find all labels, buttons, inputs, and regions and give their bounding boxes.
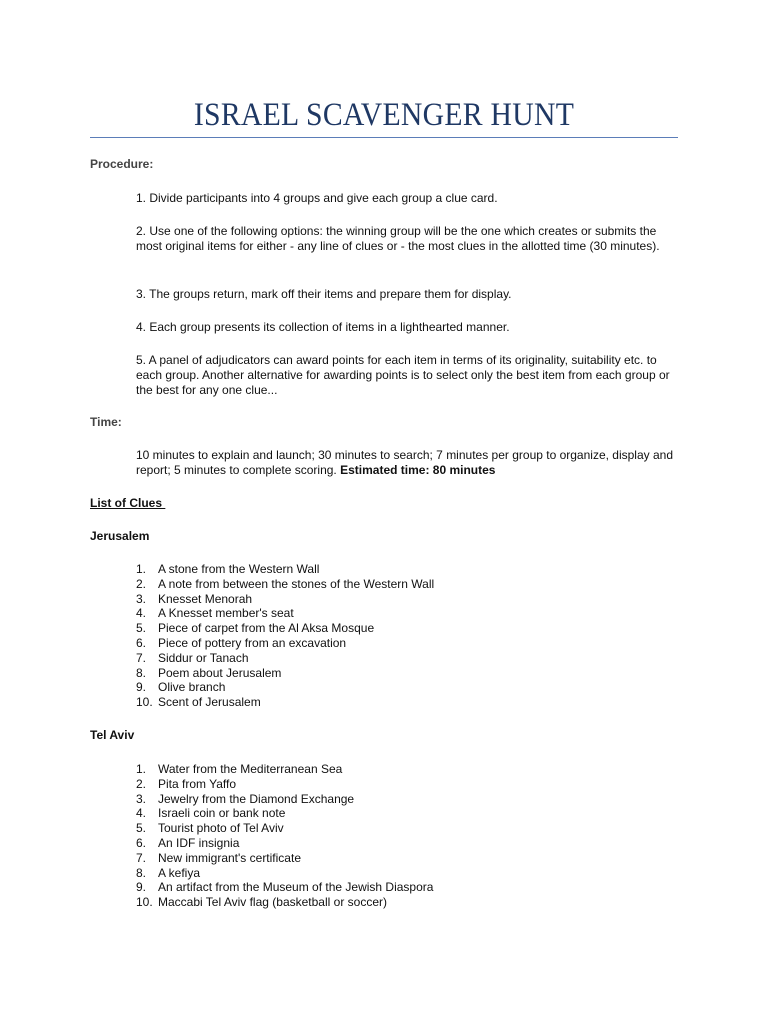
clue-number: 6.: [136, 635, 147, 650]
clue-text: An artifact from the Museum of the Jewish Diaspora: [158, 880, 434, 895]
clue-text: Israeli coin or bank note: [158, 806, 286, 821]
clue-text: Tourist photo of Tel Aviv: [158, 821, 284, 836]
clue-number: 2.: [136, 776, 147, 791]
clue-number: 8.: [136, 665, 147, 680]
clue-item: [136, 762, 433, 777]
clue-item: [136, 806, 433, 821]
procedure-heading: Procedure:: [90, 157, 154, 171]
clue-item: [136, 577, 434, 592]
procedure-step-2: 2. Use one of the following options: the winning group will be the one which creates or submits the most original items for either - any line of clues or - the most clues in the allotted time (30 minutes).: [136, 224, 660, 253]
clue-text: Jewelry from the Diamond Exchange: [158, 791, 355, 806]
clue-number: 5.: [136, 821, 147, 836]
clue-number: 8.: [136, 865, 147, 880]
clue-item: [136, 880, 433, 895]
clue-number: 4.: [136, 606, 147, 621]
clue-number: 2.: [136, 576, 147, 591]
clue-text: Pita from Yaffo: [158, 776, 237, 791]
clue-number: 3.: [136, 591, 147, 606]
clue-item: [136, 836, 433, 851]
section-heading-jerusalem: Jerusalem: [90, 529, 150, 543]
clue-text: A kefiya: [158, 865, 201, 880]
clue-item: [136, 606, 434, 621]
clue-item: [136, 680, 434, 695]
clue-item: [136, 851, 433, 866]
time-text: 10 minutes to explain and launch; 30 minutes to search; 7 minutes per group to organize, display and report; 5 minutes to complete scoring.: [136, 448, 673, 477]
clue-item: [136, 866, 433, 881]
clue-text: Piece of carpet from the Al Aksa Mosque: [158, 621, 375, 636]
clue-text: A note from between the stones of the Western Wall: [158, 576, 435, 591]
clue-number: 3.: [136, 791, 147, 806]
procedure-step-1: 1. Divide participants into 4 groups and give each group a clue card.: [136, 191, 498, 205]
clue-item: [136, 792, 433, 807]
clue-text: Knesset Menorah: [158, 591, 253, 606]
time-estimate: Estimated time: 80 minutes: [340, 463, 496, 477]
clue-item: [136, 592, 434, 607]
clue-text: Maccabi Tel Aviv flag (basketball or soccer): [158, 895, 387, 910]
clue-text: Water from the Mediterranean Sea: [158, 762, 343, 776]
procedure-step-3: 3. The groups return, mark off their items and prepare them for display.: [136, 287, 512, 301]
clue-text: An IDF insignia: [158, 835, 240, 850]
clue-item: [136, 895, 433, 910]
clue-item: [136, 621, 434, 636]
clue-item: [136, 777, 433, 792]
procedure-step-5: 5. A panel of adjudicators can award points for each item in terms of its originality, suitability etc. to each group. Another alternative for awarding points is to select only the best item from each group or the best for any one clue...: [136, 353, 670, 397]
clue-text: Piece of pottery from an excavation: [158, 635, 347, 650]
clue-number: 5.: [136, 621, 147, 636]
clue-item: [136, 666, 434, 681]
clue-text: A Knesset member's seat: [158, 606, 294, 621]
clue-number: 7.: [136, 650, 147, 665]
time-paragraph: [136, 448, 676, 478]
section-heading-tel-aviv: Tel Aviv: [90, 728, 135, 742]
clue-item: [136, 695, 434, 710]
clue-number: 9.: [136, 880, 147, 895]
clue-text: Olive branch: [158, 680, 226, 695]
clue-text: Siddur or Tanach: [158, 650, 249, 665]
clue-text: New immigrant's certificate: [158, 850, 301, 865]
document-title: ISRAEL SCAVENGER HUNT: [193, 97, 575, 133]
clue-number: 1.: [136, 762, 147, 776]
clue-list-tel-aviv: [136, 762, 433, 910]
clue-item: [136, 562, 434, 577]
clue-item: [136, 651, 434, 666]
clue-number: 1.: [136, 562, 147, 576]
clue-number: 7.: [136, 850, 147, 865]
clues-heading: List of Clues: [90, 496, 166, 510]
clue-list-jerusalem: [136, 562, 434, 710]
time-heading: Time:: [90, 415, 122, 429]
clue-item: [136, 821, 433, 836]
clue-text: A stone from the Western Wall: [158, 562, 320, 576]
clue-number: 4.: [136, 806, 147, 821]
clue-number: 6.: [136, 835, 147, 850]
clue-text: Poem about Jerusalem: [158, 665, 282, 680]
clue-number: 10.: [136, 895, 153, 910]
procedure-step-4: 4. Each group presents its collection of items in a lighthearted manner.: [136, 320, 510, 334]
clue-number: 9.: [136, 680, 147, 695]
title-divider: [90, 137, 678, 138]
clue-number: 10.: [136, 695, 153, 710]
clue-text: Scent of Jerusalem: [158, 695, 261, 710]
clue-item: [136, 636, 434, 651]
